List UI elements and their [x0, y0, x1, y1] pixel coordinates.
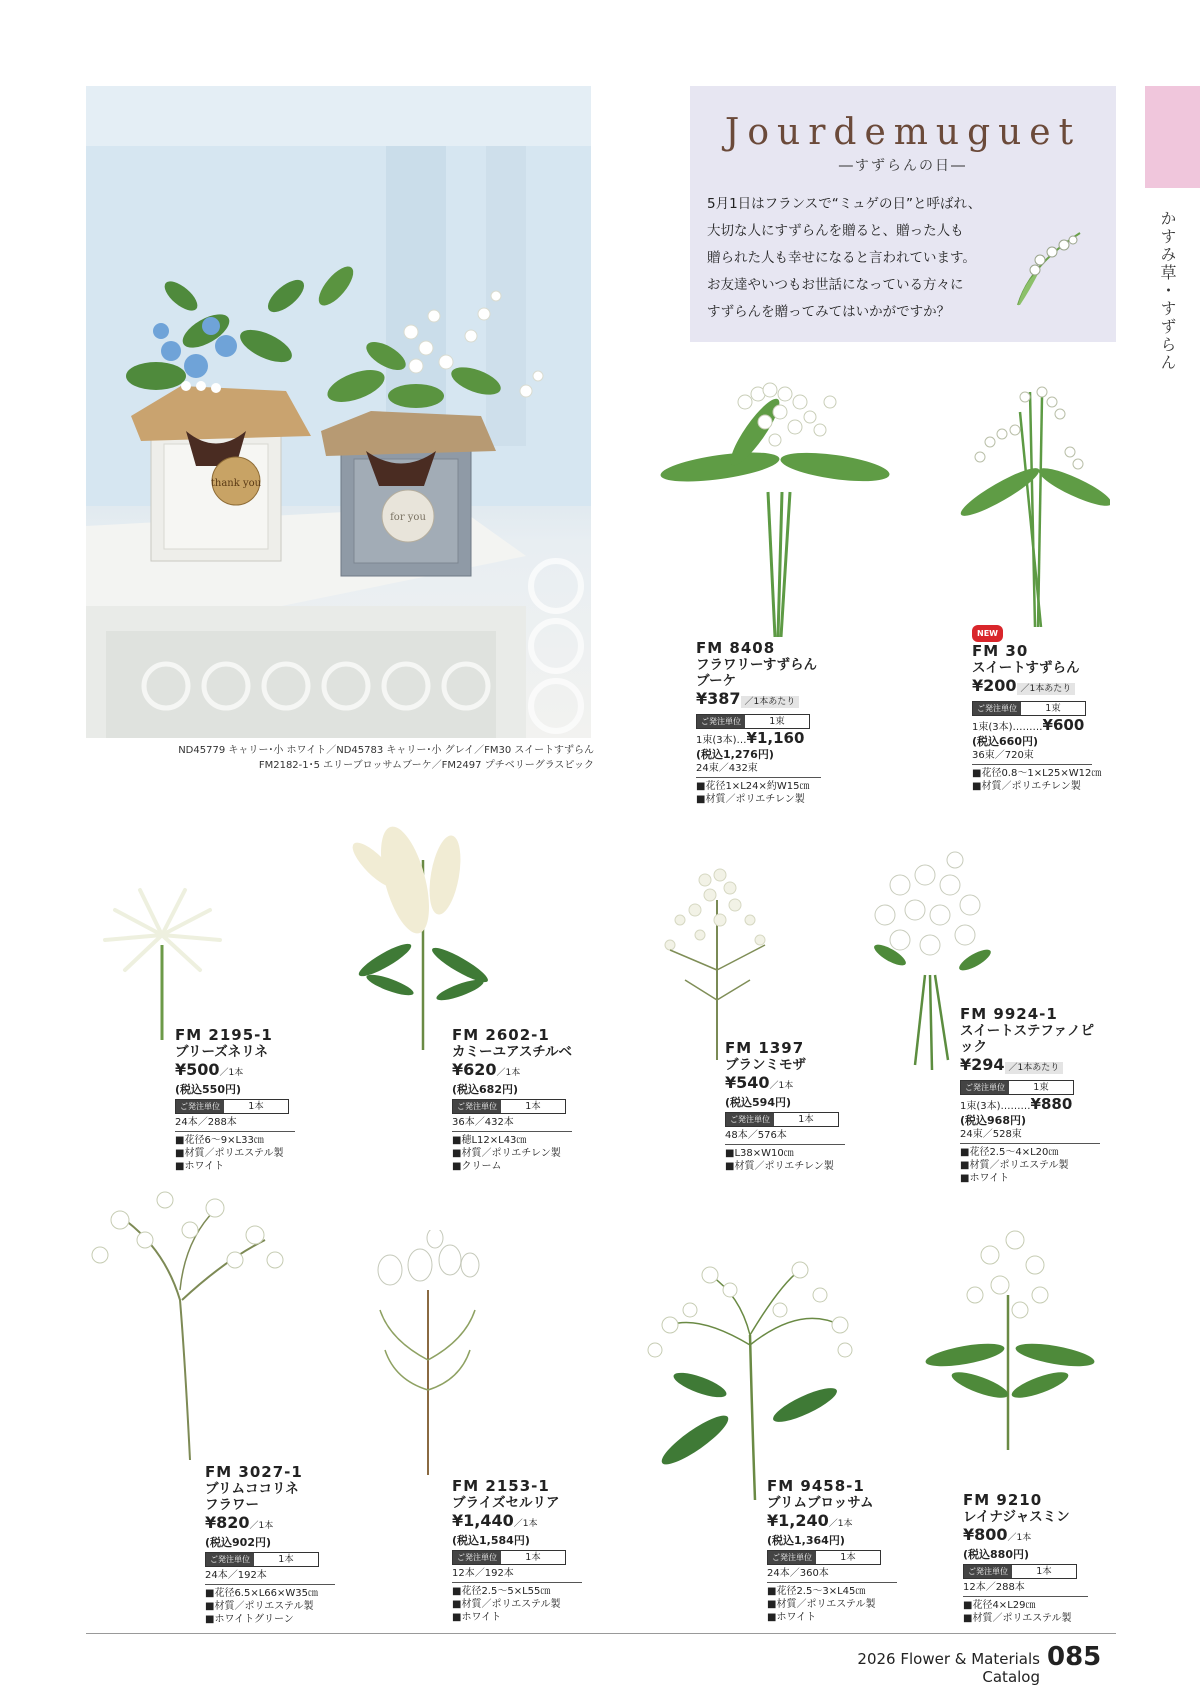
- product-price: ¥1,240: [767, 1511, 829, 1530]
- hero-tag-right-text: for you: [390, 512, 426, 523]
- pack-quantity: 24本／360本: [767, 1567, 897, 1583]
- order-unit-value: 1本: [525, 1101, 541, 1112]
- order-unit-value: 1本: [278, 1554, 294, 1565]
- spec-line: ■材質／ポリエチレン製: [972, 781, 1081, 792]
- order-unit-label: ご発注単位: [697, 715, 745, 728]
- product-image-fm9210: [920, 1225, 1100, 1450]
- product-code: FM 9458-1: [767, 1477, 865, 1495]
- hero-caption-line2: FM2182-1･5 エリーブロッサムブーケ／FM2497 プチベリーグラスピック: [258, 760, 594, 771]
- info-title: Jourdemuguet: [724, 112, 1082, 153]
- spec-line: ■L38×W10㎝: [725, 1148, 794, 1159]
- spec-line: ■ホワイト: [175, 1161, 225, 1172]
- order-unit-box: [696, 714, 810, 729]
- order-unit-label: ご発注単位: [973, 702, 1021, 715]
- product-name: ブリムブロッサム: [767, 1495, 874, 1511]
- order-unit-value: 1本: [840, 1552, 856, 1563]
- pack-quantity: 24束／528束: [960, 1128, 1100, 1144]
- pack-label: 1束(3本)…: [696, 735, 747, 746]
- product-fm2602-1: [452, 1027, 572, 1173]
- product-price: ¥540: [725, 1073, 770, 1092]
- product-fm2195-1: [175, 1027, 295, 1173]
- order-unit-box: [972, 701, 1086, 716]
- spec-line: ■材質／ポリエステル製: [963, 1613, 1072, 1624]
- spec-line: ■花径6～9×L33㎝: [175, 1135, 264, 1146]
- price-tax-included: (税込1,276円): [696, 748, 774, 761]
- product-name: スイートステファノピック: [960, 1023, 1095, 1055]
- footer-divider: [86, 1633, 1116, 1634]
- product-price: ¥200: [972, 676, 1017, 695]
- pack-quantity: 12本／192本: [452, 1567, 582, 1583]
- side-tab-color-block: [1145, 86, 1200, 188]
- product-price-unit: ／1本: [496, 1068, 521, 1078]
- spec-line: ■花径6.5×L66×W35㎝: [205, 1588, 319, 1599]
- price-tax-included: (税込1,364円): [767, 1534, 845, 1547]
- pack-price: ¥600: [1042, 716, 1085, 734]
- pack-label: 1束(3本)………: [960, 1101, 1031, 1112]
- product-price: ¥294: [960, 1055, 1005, 1074]
- product-code: FM 30: [972, 642, 1029, 660]
- price-tax-included: (税込968円): [960, 1114, 1027, 1127]
- hero-photo: [86, 86, 591, 738]
- order-unit-label: ご発注単位: [768, 1551, 816, 1564]
- product-image-fm1397: [650, 860, 780, 1060]
- order-unit-box: [205, 1552, 319, 1567]
- product-price: ¥387: [696, 689, 741, 708]
- product-code: FM 9924-1: [960, 1005, 1058, 1023]
- hero-tag-left-text: thank you: [210, 478, 262, 489]
- product-price-unit: ／1本: [828, 1519, 853, 1529]
- pack-quantity: 24束／432束: [696, 762, 821, 778]
- product-fm8408: [696, 640, 821, 806]
- order-unit-box: [725, 1112, 839, 1127]
- order-unit-value: 1本: [525, 1552, 541, 1563]
- product-price: ¥1,440: [452, 1511, 514, 1530]
- side-tab-label: かすみ草・すずらん: [1158, 210, 1177, 372]
- order-unit-value: 1束: [769, 716, 785, 727]
- spec-line: ■クリーム: [452, 1161, 502, 1172]
- price-tax-included: (税込880円): [963, 1548, 1030, 1561]
- pack-quantity: 24本／192本: [205, 1569, 335, 1585]
- product-image-fm2602-1: [345, 820, 495, 1050]
- order-unit-label: ご発注単位: [453, 1100, 501, 1113]
- product-name: フラワリーすずらんブーケ: [696, 657, 817, 689]
- product-code: FM 2602-1: [452, 1026, 550, 1044]
- order-unit-label: ご発注単位: [726, 1113, 774, 1126]
- product-price: ¥620: [452, 1060, 497, 1079]
- pack-quantity: 12本／288本: [963, 1581, 1088, 1597]
- price-tax-included: (税込550円): [175, 1083, 242, 1096]
- product-price-unit: ／1本: [249, 1521, 274, 1531]
- order-unit-label: ご発注単位: [206, 1553, 254, 1566]
- spec-line: ■材質／ポリエチレン製: [452, 1148, 561, 1159]
- page-number: 085: [1047, 1642, 1102, 1672]
- product-name: レイナジャスミン: [963, 1509, 1070, 1525]
- spec-line: ■花径1×L24×約W15㎝: [696, 781, 810, 792]
- order-unit-label: ご発注単位: [453, 1551, 501, 1564]
- info-text: 5月1日はフランスで“ミュゲの日”と呼ばれ、 大切な人にすずらんを贈ると、贈った人も 贈られた人も幸せになると言われています。 お友達やいつもお世話になっている方々に すずらんを贈ってみてはいかがですか？: [707, 196, 982, 320]
- product-price: ¥820: [205, 1513, 250, 1532]
- order-unit-value: 1本: [1036, 1566, 1052, 1577]
- pack-quantity: 48本／576本: [725, 1129, 845, 1145]
- product-image-fm8408: [660, 372, 890, 637]
- pack-quantity: 36束／720束: [972, 749, 1092, 765]
- product-fm2153-1: [452, 1478, 582, 1624]
- spec-line: ■材質／ポリエチレン製: [725, 1161, 834, 1172]
- spec-line: ■ホワイト: [960, 1173, 1010, 1184]
- product-price-unit: ／1本あたり: [1005, 1062, 1064, 1074]
- spec-line: ■材質／ポリエステル製: [960, 1160, 1069, 1171]
- spec-line: ■花径2.5～3×L45㎝: [767, 1586, 866, 1597]
- order-unit-label: ご発注単位: [964, 1565, 1012, 1578]
- spec-line: ■材質／ポリエステル製: [175, 1148, 284, 1159]
- order-unit-box: [175, 1099, 289, 1114]
- product-price-unit: ／1本: [513, 1519, 538, 1529]
- product-fm9458-1: [767, 1478, 897, 1624]
- product-image-fm2195-1: [95, 885, 235, 1040]
- order-unit-box: [452, 1099, 566, 1114]
- product-fm3027-1: [205, 1464, 335, 1626]
- product-code: FM 9210: [963, 1491, 1043, 1509]
- product-price-unit: ／1本あたり: [1017, 683, 1076, 695]
- product-name: カミーユアスチルベ: [452, 1044, 573, 1060]
- spec-line: ■花径4×L29㎝: [963, 1600, 1036, 1611]
- product-price: ¥500: [175, 1060, 220, 1079]
- lily-of-valley-illustration-icon: [1010, 225, 1090, 310]
- order-unit-label: ご発注単位: [176, 1100, 224, 1113]
- product-name: ブライズセルリア: [452, 1495, 560, 1511]
- product-code: FM 2153-1: [452, 1477, 550, 1495]
- order-unit-box: [960, 1080, 1074, 1095]
- pack-quantity: 36本／432本: [452, 1116, 572, 1132]
- spec-line: ■材質／ポリエステル製: [205, 1601, 314, 1612]
- product-code: FM 3027-1: [205, 1463, 303, 1481]
- product-name: ブリーズネリネ: [175, 1044, 269, 1060]
- product-code: FM 2195-1: [175, 1026, 273, 1044]
- pack-quantity: 24本／288本: [175, 1116, 295, 1132]
- price-tax-included: (税込594円): [725, 1096, 792, 1109]
- price-tax-included: (税込1,584円): [452, 1534, 530, 1547]
- spec-line: ■花径2.5～4×L20㎝: [960, 1147, 1059, 1158]
- hero-caption: [100, 743, 594, 773]
- product-fm30: [972, 625, 1102, 793]
- spec-line: ■材質／ポリエステル製: [452, 1599, 561, 1610]
- product-name: スイートすずらん: [972, 660, 1080, 676]
- spec-line: ■ホワイト: [767, 1612, 817, 1623]
- spec-line: ■ホワイトグリーン: [205, 1614, 294, 1625]
- info-subtitle: ―すずらんの日―: [838, 158, 968, 174]
- product-price-unit: ／1本: [219, 1068, 244, 1078]
- order-unit-value: 1本: [798, 1114, 814, 1125]
- pack-price: ¥1,160: [746, 729, 805, 747]
- product-name: ブリムココリネ: [205, 1481, 299, 1497]
- spec-line: ■ホワイト: [452, 1612, 502, 1623]
- product-image-fm9458-1: [640, 1255, 865, 1500]
- product-image-fm30: [950, 372, 1110, 627]
- product-name: ブランミモザ: [725, 1057, 806, 1073]
- order-unit-box: [767, 1550, 881, 1565]
- product-fm9924-1: [960, 1006, 1100, 1185]
- product-price-unit: ／1本: [769, 1081, 794, 1091]
- order-unit-label: ご発注単位: [961, 1081, 1009, 1094]
- order-unit-value: 1束: [1033, 1082, 1049, 1093]
- footer-catalog-name: 2026 Flower & Materials Catalog: [857, 1650, 1040, 1686]
- product-name-line2: フラワー: [205, 1497, 259, 1513]
- product-fm1397: [725, 1040, 845, 1173]
- pack-price: ¥880: [1030, 1095, 1073, 1113]
- product-price-unit: ／1本: [1007, 1533, 1032, 1543]
- order-unit-value: 1束: [1045, 703, 1061, 714]
- product-price-unit: ／1本あたり: [741, 696, 800, 708]
- hero-caption-line1: ND45779 キャリー･小 ホワイト／ND45783 キャリー･小 グレイ／FM30 スイートすずらん: [178, 745, 594, 756]
- product-code: FM 1397: [725, 1039, 805, 1057]
- spec-line: ■花径0.8～1×L25×W12㎝: [972, 768, 1102, 779]
- product-image-fm3027-1: [85, 1180, 295, 1460]
- product-price: ¥800: [963, 1525, 1008, 1544]
- order-unit-box: [963, 1564, 1077, 1579]
- order-unit-box: [452, 1550, 566, 1565]
- price-tax-included: (税込902円): [205, 1536, 272, 1549]
- product-image-fm2153-1: [360, 1230, 490, 1475]
- spec-line: ■材質／ポリエチレン製: [696, 794, 805, 805]
- product-code: FM 8408: [696, 639, 776, 657]
- order-unit-value: 1本: [248, 1101, 264, 1112]
- price-tax-included: (税込682円): [452, 1083, 519, 1096]
- spec-line: ■材質／ポリエステル製: [767, 1599, 876, 1610]
- price-tax-included: (税込660円): [972, 735, 1039, 748]
- spec-line: ■穂L12×L43㎝: [452, 1135, 527, 1146]
- spec-line: ■花径2.5～5×L55㎝: [452, 1586, 551, 1597]
- pack-label: 1束(3本)………: [972, 722, 1043, 733]
- product-fm9210: [963, 1492, 1088, 1625]
- new-badge: NEW: [972, 625, 1003, 642]
